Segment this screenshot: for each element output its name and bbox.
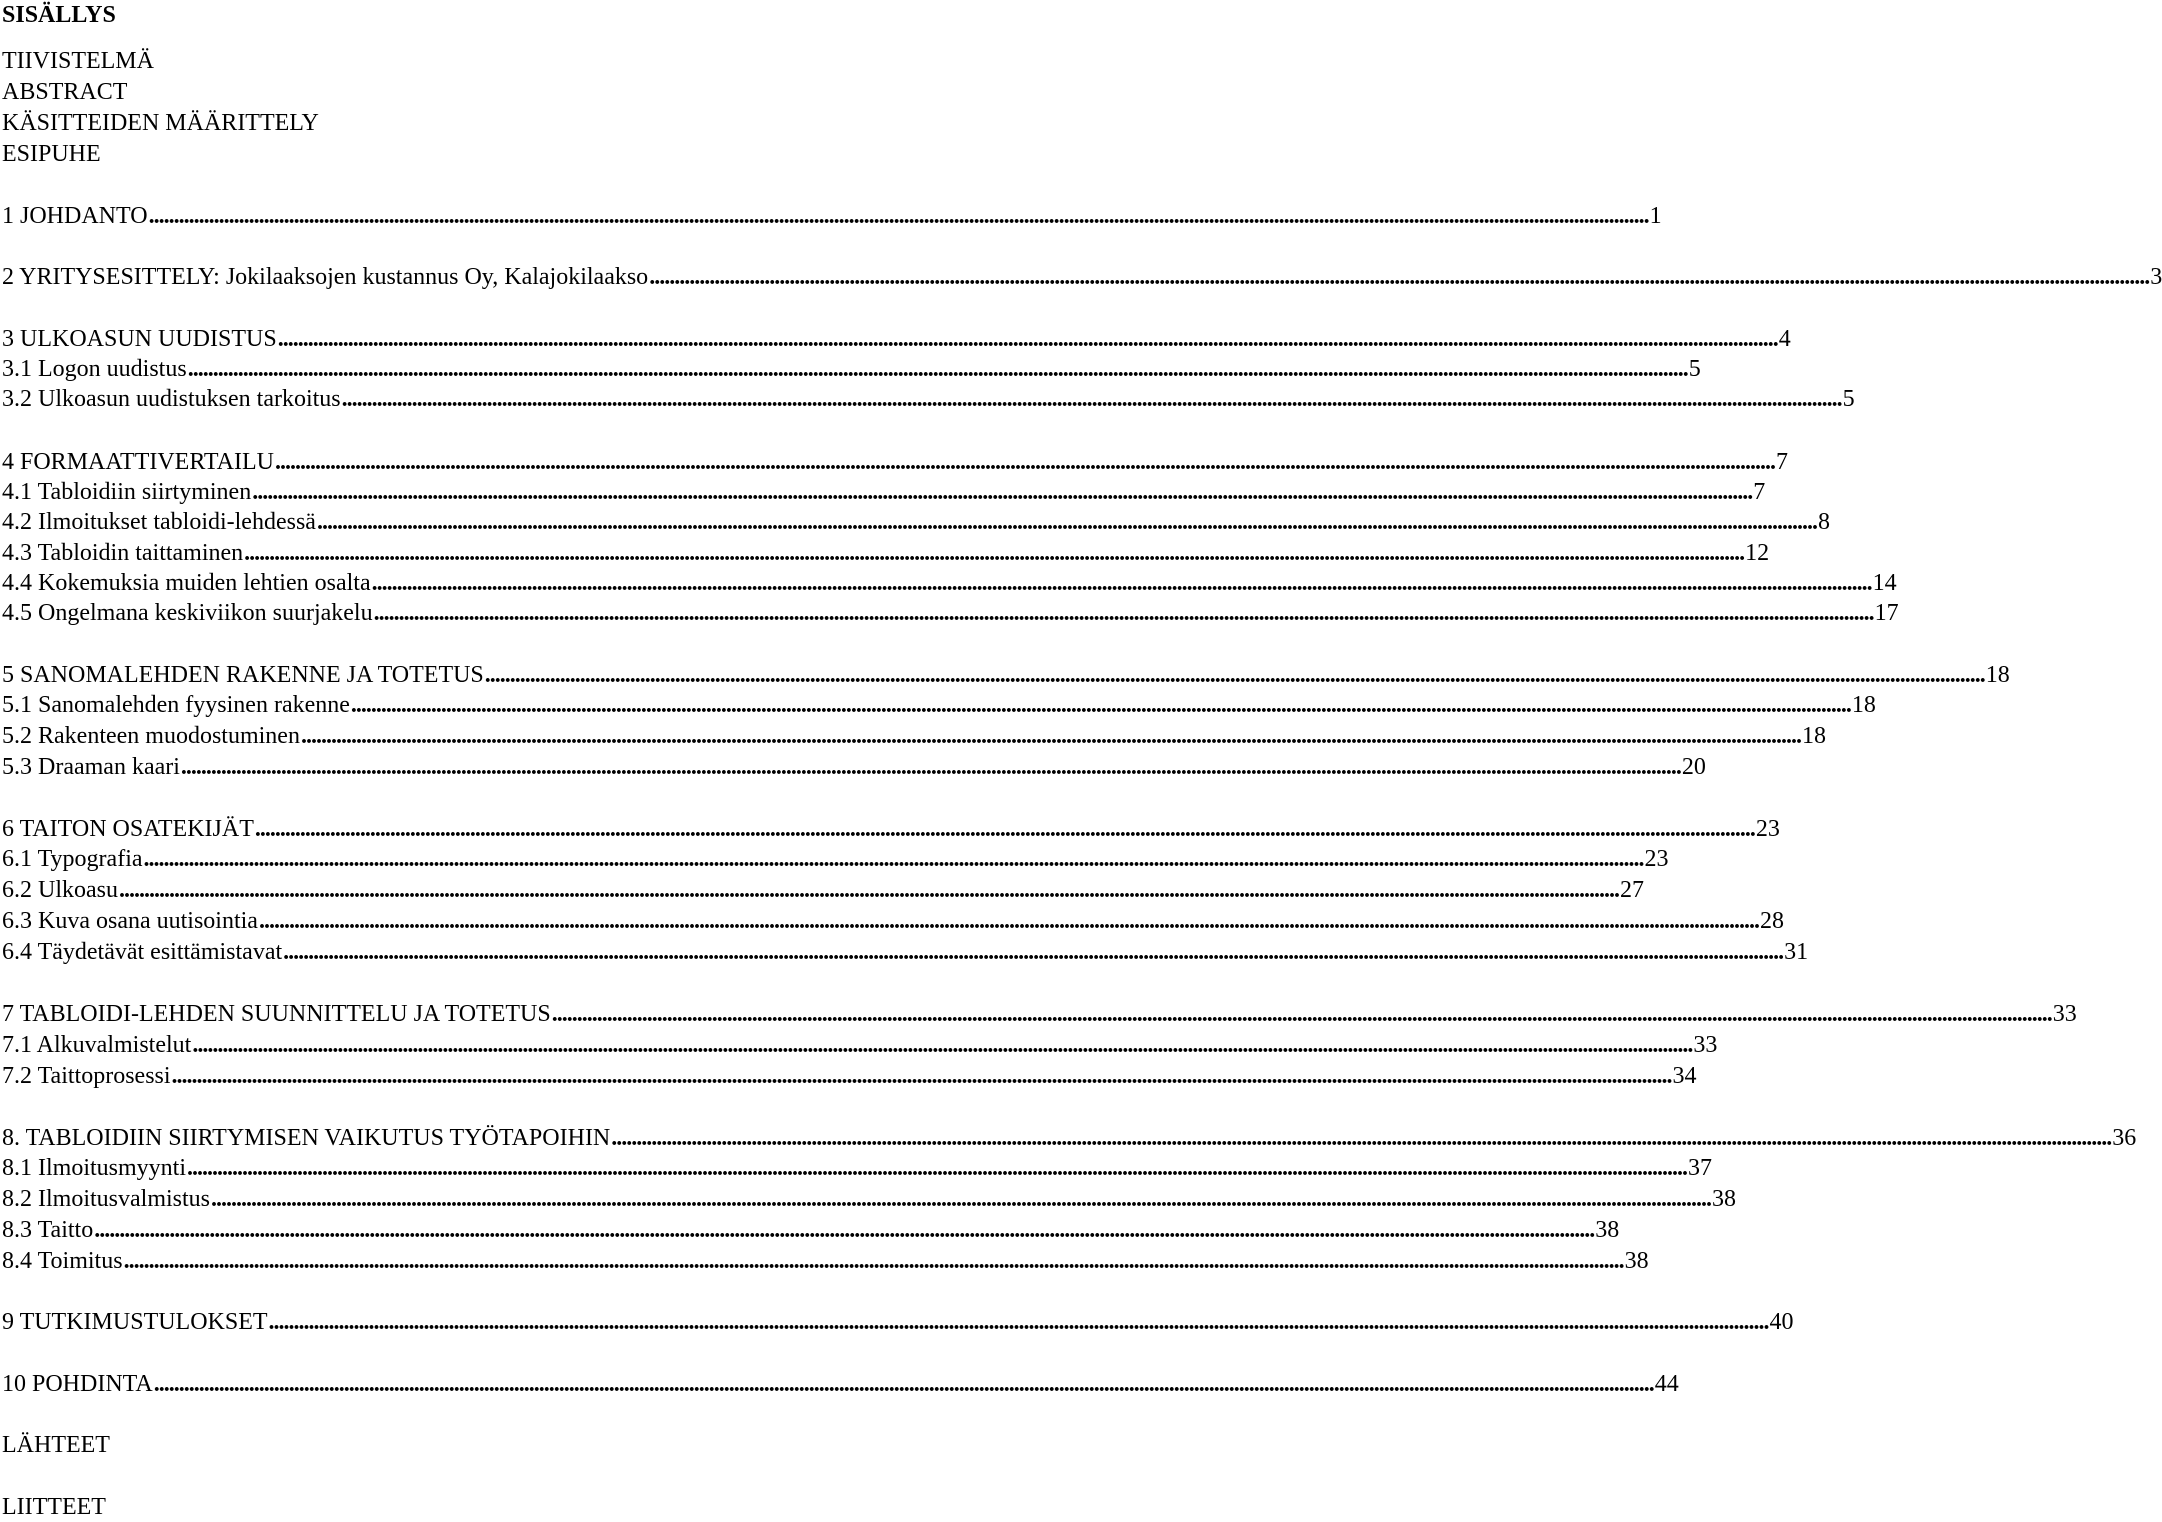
dot-leader: ............................................................................................................................................................................................................................................................................................................ <box>316 509 1817 535</box>
dot-leader: ............................................................................................................................................................................................................................................................................................................ <box>244 540 1745 566</box>
dot-leader: ............................................................................................................................................................................................................................................................................................................ <box>192 1032 1693 1058</box>
toc-entry: 7 TABLOIDI-LEHDEN SUUNNITTELU JA TOTETUS ............................................................................................................................................................................................................................................................................................................ 33 <box>2 1001 2077 1027</box>
toc-entry: 6.2 Ulkoasu ............................................................................................................................................................................................................................................................................................................ 27 <box>2 877 1644 903</box>
toc-entry: 4.2 Ilmoitukset tabloidi-lehdessä ............................................................................................................................................................................................................................................................................................................ 8 <box>2 509 1830 535</box>
toc-entry: 10 POHDINTA ............................................................................................................................................................................................................................................................................................................ 44 <box>2 1371 1679 1397</box>
toc-entry: 4.1 Tabloidiin siirtyminen ............................................................................................................................................................................................................................................................................................................ 7 <box>2 479 1766 505</box>
dot-leader: ............................................................................................................................................................................................................................................................................................................ <box>119 877 1619 903</box>
back-matter-item: LÄHTEET <box>2 1432 110 1458</box>
dot-leader: ............................................................................................................................................................................................................................................................................................................ <box>484 662 1985 688</box>
toc-entry: 8.1 Ilmoitusmyynti ............................................................................................................................................................................................................................................................................................................ 37 <box>2 1155 1713 1181</box>
toc-entry: 8.4 Toimitus ............................................................................................................................................................................................................................................................................................................ 38 <box>2 1248 1649 1274</box>
dot-leader: ............................................................................................................................................................................................................................................................................................................ <box>143 846 1644 872</box>
dot-leader: ............................................................................................................................................................................................................................................................................................................ <box>258 908 1759 934</box>
dot-leader: ............................................................................................................................................................................................................................................................................................................ <box>148 203 1649 229</box>
toc-entry: 6.3 Kuva osana uutisointia ............................................................................................................................................................................................................................................................................................................ 28 <box>2 908 1784 934</box>
toc-entry: 9 TUTKIMUSTULOKSET ............................................................................................................................................................................................................................................................................................................ 40 <box>2 1309 1794 1335</box>
toc-entry: 4.4 Kokemuksia muiden lehtien osalta ............................................................................................................................................................................................................................................................................................................ 14 <box>2 570 1897 596</box>
toc-entry: 3 ULKOASUN UUDISTUS ............................................................................................................................................................................................................................................................................................................ 4 <box>2 326 1791 352</box>
dot-leader: ............................................................................................................................................................................................................................................................................................................ <box>283 939 1784 965</box>
toc-entry: 5.1 Sanomalehden fyysinen rakenne ............................................................................................................................................................................................................................................................................................................ 18 <box>2 692 1876 718</box>
dot-leader: ............................................................................................................................................................................................................................................................................................................ <box>268 1309 1769 1335</box>
toc-entry: 7.2 Taittoprosessi ............................................................................................................................................................................................................................................................................................................ 34 <box>2 1063 1697 1089</box>
front-matter-item: KÄSITTEIDEN MÄÄRITTELY <box>2 110 319 136</box>
toc-entry: 5.2 Rakenteen muodostuminen ............................................................................................................................................................................................................................................................................................................ 18 <box>2 723 1826 749</box>
front-matter-item: ESIPUHE <box>2 141 101 167</box>
dot-leader: ............................................................................................................................................................................................................................................................................................................ <box>153 1371 1654 1397</box>
toc-entry: 6.1 Typografia ............................................................................................................................................................................................................................................................................................................ 23 <box>2 846 1669 872</box>
toc-entry: 6 TAITON OSATEKIJÄT ............................................................................................................................................................................................................................................................................................................ 23 <box>2 816 1780 842</box>
dot-leader: ............................................................................................................................................................................................................................................................................................................ <box>611 1125 2112 1151</box>
toc-title: SISÄLLYS <box>2 2 116 28</box>
toc-entry: 8. TABLOIDIIN SIIRTYMISEN VAIKUTUS TYÖTAPOIHIN ............................................................................................................................................................................................................................................................................................................ 36 <box>2 1125 2137 1151</box>
dot-leader: ............................................................................................................................................................................................................................................................................................................ <box>373 600 1874 626</box>
dot-leader: ............................................................................................................................................................................................................................................................................................................ <box>123 1248 1624 1274</box>
toc-entry: 5.3 Draaman kaari ............................................................................................................................................................................................................................................................................................................ 20 <box>2 754 1706 780</box>
dot-leader: ............................................................................................................................................................................................................................................................................................................ <box>551 1001 2052 1027</box>
front-matter-item: TIIVISTELMÄ <box>2 48 154 74</box>
toc-entry: 8.2 Ilmoitusvalmistus ............................................................................................................................................................................................................................................................................................................ 38 <box>2 1186 1737 1212</box>
toc-entry: 3.2 Ulkoasun uudistuksen tarkoitus ............................................................................................................................................................................................................................................................................................................ 5 <box>2 386 1855 412</box>
dot-leader: ............................................................................................................................................................................................................................................................................................................ <box>187 1155 1688 1181</box>
dot-leader: ............................................................................................................................................................................................................................................................................................................ <box>187 356 1688 382</box>
dot-leader: ............................................................................................................................................................................................................................................................................................................ <box>211 1186 1712 1212</box>
dot-leader: ............................................................................................................................................................................................................................................................................................................ <box>180 754 1681 780</box>
dot-leader: ............................................................................................................................................................................................................................................................................................................ <box>350 692 1851 718</box>
toc-entry: 2 YRITYSESITTELY: Jokilaaksojen kustannus Oy, Kalajokilaakso ............................................................................................................................................................................................................................................................................................................ 3 <box>2 264 2162 290</box>
toc-entry: 1 JOHDANTO ............................................................................................................................................................................................................................................................................................................ 1 <box>2 203 1662 229</box>
dot-leader: ............................................................................................................................................................................................................................................................................................................ <box>94 1217 1595 1243</box>
dot-leader: ............................................................................................................................................................................................................................................................................................................ <box>171 1063 1672 1089</box>
dot-leader: ............................................................................................................................................................................................................................................................................................................ <box>277 326 1778 352</box>
dot-leader: ............................................................................................................................................................................................................................................................................................................ <box>371 570 1872 596</box>
toc-entry: 4 FORMAATTIVERTAILU ............................................................................................................................................................................................................................................................................................................ 7 <box>2 449 1788 475</box>
toc-entry: 4.3 Tabloidin taittaminen ............................................................................................................................................................................................................................................................................................................ 12 <box>2 540 1770 566</box>
dot-leader: ............................................................................................................................................................................................................................................................................................................ <box>300 723 1801 749</box>
dot-leader: ............................................................................................................................................................................................................................................................................................................ <box>274 449 1775 475</box>
dot-leader: ............................................................................................................................................................................................................................................................................................................ <box>341 386 1842 412</box>
dot-leader: ............................................................................................................................................................................................................................................................................................................ <box>649 264 2150 290</box>
dot-leader: ............................................................................................................................................................................................................................................................................................................ <box>254 816 1755 842</box>
toc-entry: 7.1 Alkuvalmistelut ............................................................................................................................................................................................................................................................................................................ 33 <box>2 1032 1718 1058</box>
toc-entry: 6.4 Täydetävät esittämistavat ............................................................................................................................................................................................................................................................................................................ 31 <box>2 939 1809 965</box>
toc-entry: 5 SANOMALEHDEN RAKENNE JA TOTETUS ............................................................................................................................................................................................................................................................................................................ 18 <box>2 662 2010 688</box>
back-matter-item: LIITTEET <box>2 1494 106 1520</box>
toc-entry: 8.3 Taitto ............................................................................................................................................................................................................................................................................................................ 38 <box>2 1217 1620 1243</box>
dot-leader: ............................................................................................................................................................................................................................................................................................................ <box>252 479 1753 505</box>
toc-entry: 4.5 Ongelmana keskiviikon suurjakelu ............................................................................................................................................................................................................................................................................................................ 17 <box>2 600 1899 626</box>
toc-entry: 3.1 Logon uudistus ............................................................................................................................................................................................................................................................................................................ 5 <box>2 356 1701 382</box>
front-matter-item: ABSTRACT <box>2 79 128 105</box>
